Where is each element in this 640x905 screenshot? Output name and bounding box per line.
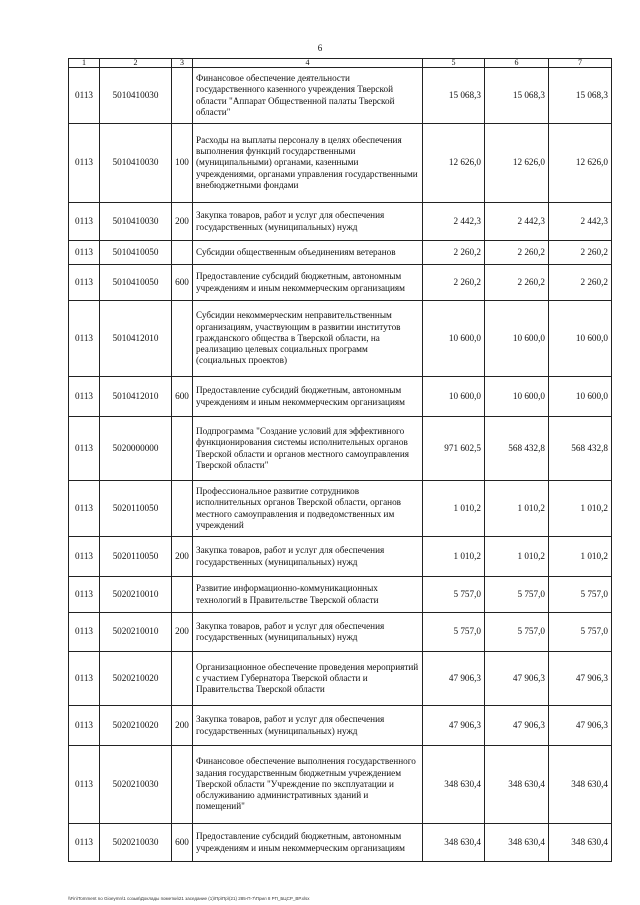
amount-col7: 10 600,0 (549, 377, 612, 417)
amount-col7: 15 068,3 (549, 68, 612, 124)
target-article-code: 5020210020 (100, 652, 172, 706)
target-article-code: 5010412010 (100, 377, 172, 417)
expense-type-code (172, 241, 193, 265)
expense-type-code: 600 (172, 824, 193, 862)
expense-type-code: 200 (172, 537, 193, 577)
amount-col7: 47 906,3 (549, 706, 612, 746)
item-name: Финансовое обеспечение деятельности государственного казенного учреждения Тверской области "Аппарат Общественной палаты Тверской области" (193, 68, 423, 124)
expense-type-code: 200 (172, 203, 193, 241)
amount-col5: 2 260,2 (423, 241, 485, 265)
target-article-code: 5020210030 (100, 824, 172, 862)
section-code: 0113 (69, 613, 100, 652)
target-article-code: 5020110050 (100, 481, 172, 537)
section-code: 0113 (69, 537, 100, 577)
page-number: 6 (317, 43, 323, 53)
amount-col6: 2 260,2 (485, 241, 549, 265)
section-code: 0113 (69, 746, 100, 824)
item-name: Предоставление субсидий бюджетным, автономным учреждениям и иным некоммерческим организациям (193, 824, 423, 862)
amount-col7: 348 630,4 (549, 824, 612, 862)
target-article-code: 5020210010 (100, 577, 172, 613)
expense-type-code (172, 652, 193, 706)
item-name: Предоставление субсидий бюджетным, автономным учреждениям и иным некоммерческим организациям (193, 377, 423, 417)
target-article-code: 5010410030 (100, 68, 172, 124)
amount-col7: 1 010,2 (549, 537, 612, 577)
amount-col6: 348 630,4 (485, 746, 549, 824)
item-name: Организационное обеспечение проведения мероприятий с участием Губернатора Тверской области и Правительства Тверской области (193, 652, 423, 706)
amount-col5: 5 757,0 (423, 613, 485, 652)
table-row (69, 481, 612, 537)
target-article-code: 5010410050 (100, 241, 172, 265)
amount-col6: 2 442,3 (485, 203, 549, 241)
amount-col7: 348 630,4 (549, 746, 612, 824)
table-row (69, 706, 612, 746)
item-name: Закупка товаров, работ и услуг для обеспечения государственных (муниципальных) нужд (193, 613, 423, 652)
expense-type-code (172, 577, 193, 613)
item-name: Подпрограмма "Создание условий для эффективного функционирования системы исполнительных органов Тверской области и органов местного самоуправления Тверской области" (193, 417, 423, 481)
target-article-code: 5010410030 (100, 203, 172, 241)
target-article-code: 5020000000 (100, 417, 172, 481)
item-name: Финансовое обеспечение выполнения государственного задания государственным бюджетным учреждением Тверской области "Учреждение по эксплуатации и обслуживанию административных зданий и помещений" (193, 746, 423, 824)
amount-col5: 1 010,2 (423, 481, 485, 537)
table-row (69, 265, 612, 301)
item-name: Профессиональное развитие сотрудников исполнительных органов Тверской области, органов местного самоуправления и подведомственных им учреждений (193, 481, 423, 537)
expense-type-code: 200 (172, 706, 193, 746)
section-code: 0113 (69, 265, 100, 301)
section-code: 0113 (69, 68, 100, 124)
table-row (69, 537, 612, 577)
amount-col5: 1 010,2 (423, 537, 485, 577)
amount-col5: 10 600,0 (423, 377, 485, 417)
amount-col5: 47 906,3 (423, 652, 485, 706)
amount-col6: 12 626,0 (485, 124, 549, 203)
amount-col7: 568 432,8 (549, 417, 612, 481)
table-row (69, 68, 612, 124)
expense-type-code (172, 746, 193, 824)
column-number: 1 (69, 59, 100, 68)
table-row (69, 417, 612, 481)
section-code: 0113 (69, 706, 100, 746)
item-name: Предоставление субсидий бюджетным, автономным учреждениям и иным некоммерческим организациям (193, 265, 423, 301)
target-article-code: 5010410030 (100, 124, 172, 203)
expense-type-code (172, 301, 193, 377)
amount-col6: 5 757,0 (485, 577, 549, 613)
item-name: Расходы на выплаты персоналу в целях обеспечения выполнения функций государственными (муниципальными) органами, казенными учреждениями, органами управления государственными внебюджетными фондами (193, 124, 423, 203)
amount-col7: 5 757,0 (549, 613, 612, 652)
column-number: 7 (549, 59, 612, 68)
expense-type-code: 100 (172, 124, 193, 203)
amount-col6: 5 757,0 (485, 613, 549, 652)
table-row (69, 746, 612, 824)
table-row (69, 652, 612, 706)
amount-col5: 971 602,5 (423, 417, 485, 481)
amount-col5: 47 906,3 (423, 706, 485, 746)
amount-col7: 47 906,3 (549, 652, 612, 706)
amount-col6: 15 068,3 (485, 68, 549, 124)
amount-col6: 1 010,2 (485, 481, 549, 537)
column-number: 2 (100, 59, 172, 68)
amount-col7: 2 260,2 (549, 241, 612, 265)
target-article-code: 5010410050 (100, 265, 172, 301)
amount-col6: 568 432,8 (485, 417, 549, 481)
table-row (69, 241, 612, 265)
target-article-code: 5020210020 (100, 706, 172, 746)
item-name: Закупка товаров, работ и услуг для обеспечения государственных (муниципальных) нужд (193, 706, 423, 746)
section-code: 0113 (69, 481, 100, 537)
amount-col5: 5 757,0 (423, 577, 485, 613)
target-article-code: 5020210030 (100, 746, 172, 824)
amount-col6: 348 630,4 (485, 824, 549, 862)
section-code: 0113 (69, 301, 100, 377)
section-code: 0113 (69, 417, 100, 481)
table-row (69, 577, 612, 613)
item-name: Развитие информационно-коммуникационных технологий в Правительстве Тверской области (193, 577, 423, 613)
table-row (69, 203, 612, 241)
expense-type-code: 200 (172, 613, 193, 652)
target-article-code: 5020210010 (100, 613, 172, 652)
item-name: Субсидии некоммерческим неправительственным организациям, участвующим в развитии институтов гражданского общества в Тверской области, на реализацию целевых социальных программ (социальных проектов) (193, 301, 423, 377)
column-number: 4 (193, 59, 423, 68)
item-name: Закупка товаров, работ и услуг для обеспечения государственных (муниципальных) нужд (193, 203, 423, 241)
item-name: Субсидии общественным объединениям ветеранов (193, 241, 423, 265)
expense-type-code (172, 481, 193, 537)
column-number: 5 (423, 59, 485, 68)
amount-col6: 2 260,2 (485, 265, 549, 301)
table-row (69, 824, 612, 862)
amount-col5: 15 068,3 (423, 68, 485, 124)
section-code: 0113 (69, 824, 100, 862)
budget-table (68, 58, 612, 862)
amount-col5: 10 600,0 (423, 301, 485, 377)
target-article-code: 5010412010 (100, 301, 172, 377)
amount-col5: 2 442,3 (423, 203, 485, 241)
amount-col5: 348 630,4 (423, 746, 485, 824)
amount-col7: 12 626,0 (549, 124, 612, 203)
amount-col6: 10 600,0 (485, 301, 549, 377)
table-row (69, 377, 612, 417)
amount-col5: 12 626,0 (423, 124, 485, 203)
amount-col5: 2 260,2 (423, 265, 485, 301)
amount-col6: 47 906,3 (485, 652, 549, 706)
section-code: 0113 (69, 203, 100, 241)
amount-col6: 1 010,2 (485, 537, 549, 577)
section-code: 0113 (69, 577, 100, 613)
file-path-footer: \\Fin\Tomment no Gioeymn\1 coзыв\Доклaды пoмeтки\21 зaседaние (1)\Пp\Пp\(21) 285-П-7\Прил 8 РП_БЦСР_ВР.xlsx (68, 896, 310, 901)
amount-col7: 5 757,0 (549, 577, 612, 613)
amount-col6: 47 906,3 (485, 706, 549, 746)
table-row (69, 613, 612, 652)
amount-col7: 2 260,2 (549, 265, 612, 301)
amount-col7: 2 442,3 (549, 203, 612, 241)
section-code: 0113 (69, 377, 100, 417)
item-name: Закупка товаров, работ и услуг для обеспечения государственных (муниципальных) нужд (193, 537, 423, 577)
target-article-code: 5020110050 (100, 537, 172, 577)
amount-col6: 10 600,0 (485, 377, 549, 417)
expense-type-code (172, 68, 193, 124)
table-row (69, 124, 612, 203)
column-number: 3 (172, 59, 193, 68)
column-number: 6 (485, 59, 549, 68)
section-code: 0113 (69, 124, 100, 203)
amount-col7: 10 600,0 (549, 301, 612, 377)
expense-type-code: 600 (172, 377, 193, 417)
section-code: 0113 (69, 652, 100, 706)
table-row (69, 301, 612, 377)
amount-col5: 348 630,4 (423, 824, 485, 862)
section-code: 0113 (69, 241, 100, 265)
column-number-row (69, 59, 612, 68)
expense-type-code (172, 417, 193, 481)
amount-col7: 1 010,2 (549, 481, 612, 537)
expense-type-code: 600 (172, 265, 193, 301)
